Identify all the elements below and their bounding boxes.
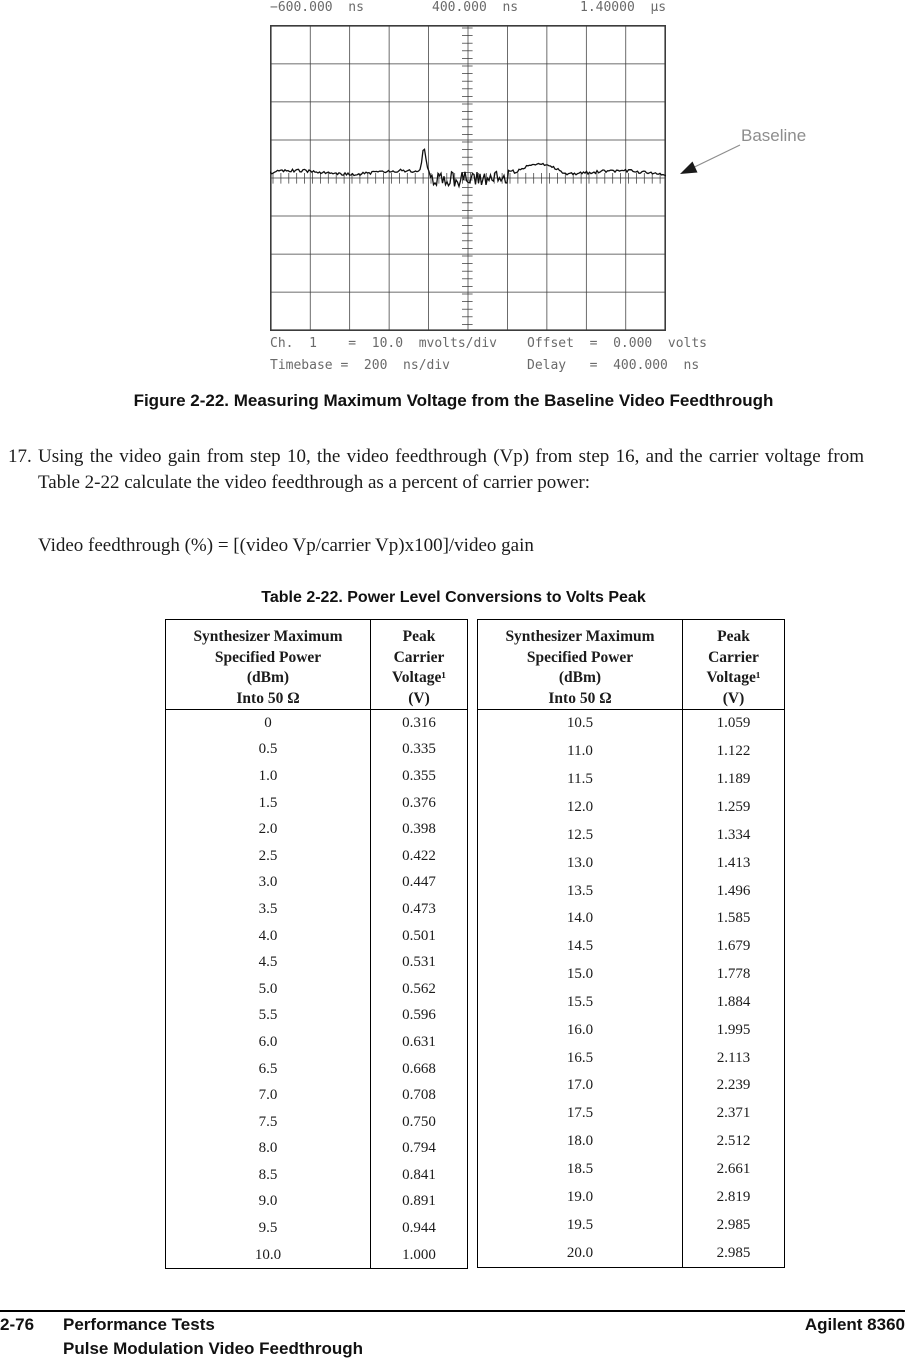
figure-caption: Figure 2-22. Measuring Maximum Voltage from the Baseline Video Feedthrough — [133, 391, 774, 410]
table-cell: 3.0 — [166, 870, 371, 897]
table-cell: 12.5 — [478, 821, 683, 849]
table-cell: 14.5 — [478, 933, 683, 961]
table-cell: 5.5 — [166, 1003, 371, 1030]
table-cell: 0.794 — [402, 1140, 436, 1157]
table-row — [166, 1242, 468, 1269]
table-cell: 19.0 — [478, 1183, 683, 1211]
filler-row — [166, 1268, 468, 1269]
video-feedthrough-formula: Video feedthrough (%) = [(video Vp/carrier Vp)x100]/video gain — [38, 535, 534, 556]
header-line: Voltage¹ — [391, 669, 446, 686]
table-cell: 18.0 — [478, 1128, 683, 1156]
table-cell: 6.5 — [166, 1056, 371, 1083]
table-row — [166, 896, 468, 923]
table-row — [478, 905, 785, 933]
table-cell: 2.819 — [716, 1188, 751, 1205]
table-cell: 1.000 — [402, 1246, 436, 1263]
header-line: Synthesizer Maximum — [505, 628, 655, 645]
table-row — [166, 976, 468, 1003]
table-cell: 0.473 — [402, 900, 436, 917]
table-cell: 4.5 — [166, 949, 371, 976]
table-row — [478, 1211, 785, 1239]
table-cell: 13.5 — [478, 877, 683, 905]
table-cell: 1.995 — [716, 1021, 751, 1038]
conversion-tables — [165, 619, 785, 1269]
table-row — [478, 1183, 785, 1211]
table-cell: 0.355 — [402, 767, 436, 784]
table-cell: 0.376 — [402, 794, 436, 811]
scope-time-label-center: 400.000 ns — [432, 0, 519, 15]
table-row — [166, 1215, 468, 1242]
table-cell: 0.447 — [402, 874, 436, 891]
header-line: Voltage¹ — [706, 669, 761, 686]
header-line: Specified Power — [526, 648, 634, 666]
table-cell: 1.413 — [716, 854, 751, 871]
table-cell: 0.501 — [402, 927, 436, 944]
header-line: Carrier — [393, 648, 445, 666]
table-row — [478, 1072, 785, 1100]
table-cell: 9.5 — [166, 1215, 371, 1242]
table-cell: 13.0 — [478, 849, 683, 877]
table-cell: 4.0 — [166, 923, 371, 950]
header-line: Synthesizer Maximum — [193, 628, 343, 645]
table-cell: 15.5 — [478, 988, 683, 1016]
table-cell: 1.496 — [716, 882, 751, 899]
table-row — [166, 1189, 468, 1216]
table-cell: 1.259 — [716, 798, 751, 815]
table-cell: 2.239 — [716, 1077, 751, 1094]
table-row — [478, 1156, 785, 1184]
table-row — [166, 763, 468, 790]
table-row — [478, 877, 785, 905]
table-row — [478, 1239, 785, 1267]
table-row — [166, 737, 468, 764]
table-cell: 12.0 — [478, 794, 683, 822]
header-line: (dBm) — [558, 669, 602, 686]
scope-readout-timebase: Timebase = 200 ns/div — [270, 358, 451, 373]
table-row — [478, 933, 785, 961]
table-cell: 11.0 — [478, 738, 683, 766]
table-row — [478, 794, 785, 822]
table-row — [166, 816, 468, 843]
table-cell: 1.679 — [716, 938, 751, 955]
step-number: 17. — [8, 446, 32, 467]
table-cell: 2.985 — [716, 1244, 751, 1261]
table-cell: 8.0 — [166, 1136, 371, 1163]
header-line: Peak — [717, 628, 750, 645]
footer-subsection: Pulse Modulation Video Feedthrough — [63, 1339, 364, 1358]
table-row — [166, 790, 468, 817]
oscilloscope-display — [270, 25, 666, 331]
table-cell: 1.585 — [716, 910, 751, 927]
power-header — [478, 620, 683, 710]
voltage-header — [371, 620, 468, 710]
table-cell: 0.841 — [402, 1166, 436, 1183]
header-line: Carrier — [708, 648, 759, 666]
footer-product: Agilent 8360 — [804, 1315, 905, 1334]
table-cell: 15.0 — [478, 961, 683, 989]
table-cell: 0.708 — [402, 1087, 436, 1104]
table-cell: 20.0 — [478, 1239, 683, 1267]
table-cell: 10.5 — [478, 710, 683, 738]
table-row — [478, 961, 785, 989]
table-cell: 0.750 — [402, 1113, 436, 1130]
table-cell: 2.985 — [716, 1216, 751, 1233]
baseline-label: Baseline — [741, 126, 807, 145]
table-title: Table 2-22. Power Level Conversions to Volts Peak — [261, 589, 646, 606]
table-row — [478, 1044, 785, 1072]
table-cell: 10.0 — [166, 1242, 371, 1269]
table-cell: 1.189 — [716, 771, 751, 788]
table-row — [478, 738, 785, 766]
table-cell: 0.891 — [402, 1193, 436, 1210]
table-cell: 0.596 — [402, 1007, 436, 1024]
table-cell: 2.371 — [716, 1105, 751, 1122]
table-cell: 8.5 — [166, 1162, 371, 1189]
header-line: (V) — [408, 689, 430, 707]
table-row — [166, 710, 468, 737]
table-row — [166, 1109, 468, 1136]
table-cell: 11.5 — [478, 766, 683, 794]
table-cell: 2.113 — [716, 1049, 751, 1066]
table-cell: 9.0 — [166, 1189, 371, 1216]
header-line: Specified Power — [214, 648, 322, 666]
table-row — [478, 849, 785, 877]
header-line: (V) — [722, 689, 745, 707]
scope-readout-offset: Offset = 0.000 volts — [527, 336, 708, 351]
table-cell: 19.5 — [478, 1211, 683, 1239]
table-cell: 17.5 — [478, 1100, 683, 1128]
table-cell: 16.5 — [478, 1044, 683, 1072]
table-row — [478, 766, 785, 794]
table-cell: 7.5 — [166, 1109, 371, 1136]
table-cell: 3.5 — [166, 896, 371, 923]
table-row — [166, 1003, 468, 1030]
table-cell: 2.512 — [716, 1133, 751, 1150]
footer-rule — [0, 1310, 905, 1312]
table-row — [166, 1056, 468, 1083]
table-row — [478, 1128, 785, 1156]
scope-time-label-end: 1.40000 µs — [580, 0, 667, 15]
table-row — [478, 710, 785, 738]
table-cell: 18.5 — [478, 1156, 683, 1184]
table-row — [478, 988, 785, 1016]
scope-time-label-start: −600.000 ns — [270, 0, 364, 15]
table-row — [166, 1029, 468, 1056]
scope-readout-channel: Ch. 1 = 10.0 mvolts/div — [270, 336, 497, 351]
table-row — [166, 949, 468, 976]
table-cell: 0.562 — [402, 980, 436, 997]
table-cell: 1.059 — [716, 715, 751, 732]
voltage-header — [683, 620, 785, 710]
table-cell: 5.0 — [166, 976, 371, 1003]
table-cell: 2.661 — [716, 1160, 751, 1177]
table-cell: 1.778 — [716, 966, 751, 983]
power-header — [166, 620, 371, 710]
header-line: Into 50 Ω — [236, 689, 300, 707]
table-row — [478, 821, 785, 849]
table-cell: 0.531 — [402, 954, 436, 971]
table-cell: 0.335 — [402, 741, 436, 758]
scope-readout-delay: Delay = 400.000 ns — [527, 358, 700, 373]
table-row — [166, 923, 468, 950]
table-row — [166, 1162, 468, 1189]
table-cell: 0.398 — [402, 821, 436, 838]
table-cell: 6.0 — [166, 1029, 371, 1056]
table-row — [166, 843, 468, 870]
header-line: Peak — [402, 628, 436, 645]
table-cell: 0 — [166, 710, 371, 737]
table-row — [166, 1136, 468, 1163]
table-cell: 16.0 — [478, 1016, 683, 1044]
table-cell: 1.884 — [716, 993, 751, 1010]
table-cell: 0.631 — [402, 1033, 436, 1050]
conversion-table-right — [477, 619, 785, 1268]
table-cell: 1.334 — [716, 826, 751, 843]
footer-page-number: 2-76 — [0, 1315, 35, 1334]
table-cell: 2.0 — [166, 816, 371, 843]
table-cell: 1.0 — [166, 763, 371, 790]
table-cell: 1.122 — [716, 743, 751, 760]
table-row — [166, 870, 468, 897]
filler-row — [478, 1267, 785, 1268]
conversion-table-left — [165, 619, 468, 1269]
table-cell: 0.944 — [402, 1220, 436, 1237]
table-row — [478, 1016, 785, 1044]
footer-section: Performance Tests — [63, 1315, 215, 1334]
table-cell: 7.0 — [166, 1082, 371, 1109]
header-line: Into 50 Ω — [548, 689, 612, 707]
table-cell: 0.422 — [402, 847, 436, 864]
header-line: (dBm) — [246, 669, 290, 686]
table-row — [166, 1082, 468, 1109]
table-cell: 14.0 — [478, 905, 683, 933]
table-cell: 1.5 — [166, 790, 371, 817]
table-cell: 17.0 — [478, 1072, 683, 1100]
table-cell: 0.668 — [402, 1060, 436, 1077]
table-cell: 0.5 — [166, 737, 371, 764]
step-17 — [8, 444, 864, 496]
table-row — [478, 1100, 785, 1128]
step-text: Using the video gain from step 10, the video feedthrough (Vp) from step 16, and the carrier voltage from Table 2-22 calculate the video feedthrough as a percent of carrier power: — [38, 446, 864, 493]
table-cell: 2.5 — [166, 843, 371, 870]
table-cell: 0.316 — [402, 714, 436, 731]
